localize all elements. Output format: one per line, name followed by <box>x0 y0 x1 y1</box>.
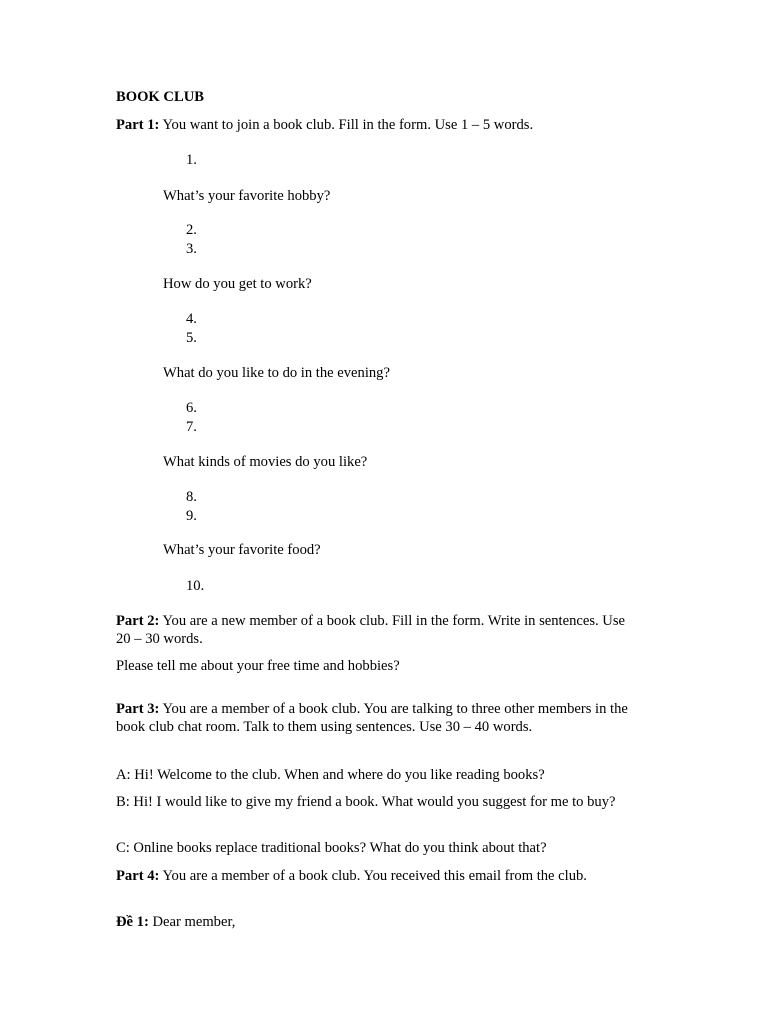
part4-heading <box>116 867 636 885</box>
question-food: What’s your favorite food? <box>163 542 321 558</box>
part1-label: Part 1: <box>116 117 160 133</box>
de-label: Đề 1: <box>116 914 149 930</box>
part1-heading <box>116 116 533 134</box>
chat-message-a: A: Hi! Welcome to the club. When and where do you like reading books? <box>116 767 545 783</box>
part3-instruction: You are a member of a book club. You are talking to three other members in the book club chat room. Talk to them using sentences. Use 30 – 40 words. <box>116 701 628 735</box>
item-number-10: 10. <box>186 578 205 594</box>
chat-message-b: B: Hi! I would like to give my friend a book. What would you suggest for me to buy? <box>116 794 616 810</box>
item-number-7: 7. <box>186 419 197 435</box>
greeting-text: Dear member, <box>152 914 236 930</box>
part1-instruction: You want to join a book club. Fill in the form. Use 1 – 5 words. <box>162 117 534 133</box>
part2-question: Please tell me about your free time and hobbies? <box>116 658 400 674</box>
question-movies: What kinds of movies do you like? <box>163 454 368 470</box>
question-work: How do you get to work? <box>163 276 312 292</box>
question-hobby: What’s your favorite hobby? <box>163 188 331 204</box>
part3-label: Part 3: <box>116 701 160 717</box>
item-number-4: 4. <box>186 311 197 327</box>
item-number-5: 5. <box>186 330 197 346</box>
item-number-1: 1. <box>186 152 197 168</box>
question-evening: What do you like to do in the evening? <box>163 365 390 381</box>
part2-instruction: You are a new member of a book club. Fill in the form. Write in sentences. Use 20 – 30 words. <box>116 613 625 647</box>
item-number-6: 6. <box>186 400 197 416</box>
part4-instruction: You are a member of a book club. You received this email from the club. <box>162 868 587 884</box>
part3-heading <box>116 700 636 736</box>
email-greeting <box>116 913 235 931</box>
part2-label: Part 2: <box>116 613 160 629</box>
item-number-9: 9. <box>186 508 197 524</box>
part2-heading <box>116 612 636 648</box>
document-title: BOOK CLUB <box>116 89 204 105</box>
item-number-3: 3. <box>186 241 197 257</box>
chat-message-c: C: Online books replace traditional books? What do you think about that? <box>116 840 547 856</box>
item-number-2: 2. <box>186 222 197 238</box>
item-number-8: 8. <box>186 489 197 505</box>
part4-label: Part 4: <box>116 868 160 884</box>
